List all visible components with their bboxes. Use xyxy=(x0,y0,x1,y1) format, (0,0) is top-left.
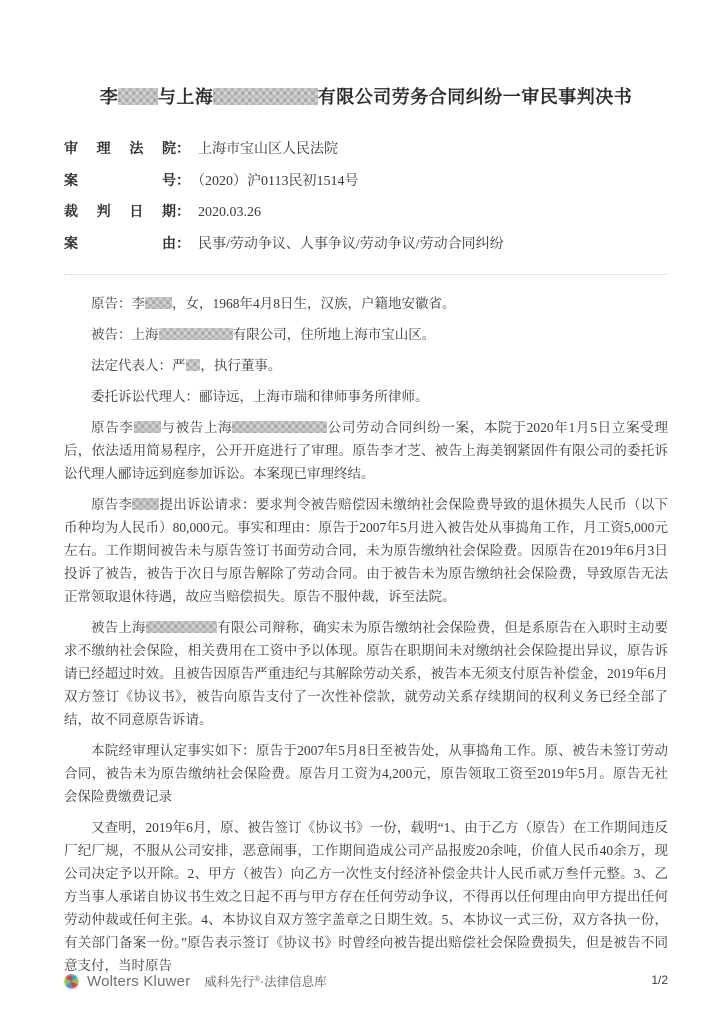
redaction-block xyxy=(232,421,327,433)
product-suffix-text: ·法律信息库 xyxy=(259,975,327,989)
meta-value: 2020.03.26 xyxy=(198,205,261,220)
body-paragraph: 又查明，2019年6月，原、被告签订《协议书》一份，载明“1、由于乙方（原告）在工作期间违反厂纪厂规，不服从公司安排，恶意闹事，工作期间造成公司产品报废20余吨，价值人民币40余万，现公司决定予以开除。2、甲方（被告）向乙方一次性支付经济补偿金共计人民币贰万叁仟元整。3、乙方当事人承诺自协议书生效之日起不再与甲方存在任何劳动争议，不得再以任何理由向甲方提出任何劳动仲裁或任何主张。4、本协议自双方签字盖章之日期生效。5、本协议一式三份，双方各执一份，有关部门备案一份。”原告表示签订《协议书》时曾经向被告提出赔偿社会保险费损失，但是被告不同意支付，当时原告 xyxy=(64,820,668,973)
meta-colon: ： xyxy=(176,142,190,157)
meta-row xyxy=(64,166,668,198)
meta-value: 民事/劳动争议、人事争议/劳动争议/劳动合同纠纷 xyxy=(198,236,504,252)
body-paragraph: 原告：李 ，女，1968年4月8日生，汉族，户籍地安徽省。 xyxy=(91,296,456,311)
wolters-kluwer-logo-icon xyxy=(64,974,79,989)
redaction-block xyxy=(159,328,233,340)
redaction-block xyxy=(134,421,161,433)
meta-colon: ： xyxy=(176,173,190,189)
meta-colon: ： xyxy=(176,236,190,252)
redaction-block xyxy=(146,621,218,633)
body-paragraph: 被告上海 有限公司辩称，确实未为原告缴纳社会保险费，但是系原告在入职时主动要求不缴纳社会保险，相关费用在工资中予以体现。原告在职期间未对缴纳社会保险提出异议，原告诉请已经超过时效。且被告因原告严重违纪与其解除劳动关系，被告本无须支付原告补偿金，2019年6月双方签订《协议书》，被告向原告支付了一次性补偿款，就劳动关系存续期间的权利义务已经全部了结，故不同意原告诉请。 xyxy=(64,620,669,727)
redaction-block xyxy=(145,297,172,309)
page-number: 1/2 xyxy=(651,973,668,987)
document-title: 李 与上海 有限公司劳务合同纠纷一审民事判决书 xyxy=(99,87,633,107)
meta-value: （2020）沪0113民初1514号 xyxy=(198,173,359,189)
section-divider xyxy=(64,274,668,275)
brand-name: Wolters Kluwer xyxy=(87,972,191,990)
meta-value: 上海市宝山区人民法院 xyxy=(198,142,338,157)
product-name-text: 威科先行 xyxy=(204,975,255,989)
body-paragraph: 原告李 提出诉讼请求：要求判令被告赔偿因未缴纳社会保险费导致的退休损失人民币（以下币种均为人民币）80,000元。事实和理由：原告于2007年5月进入被告处从事捣角工作，月工资5,000元左右。工作期间被告未与原告签订书面劳动合同，未为原告缴纳社会保险费。因原告在2019年6月3日投诉了被告，被告于次日与原告解除了劳动合同。由于被告未为原告缴纳社会保险费，导致原告无法正常领取退休待遇，故应当赔偿损失。原告不服仲裁，诉至法院。 xyxy=(64,497,668,604)
meta-label: 案由 xyxy=(64,236,176,252)
redaction-block xyxy=(213,88,317,105)
meta-colon: ： xyxy=(176,205,190,220)
meta-label: 审理法院 xyxy=(64,142,176,157)
product-name xyxy=(204,972,326,990)
meta-label: 案号 xyxy=(64,173,176,189)
body-paragraph: 委托诉讼代理人：郦诗远，上海市瑞和律师事务所律师。 xyxy=(91,389,429,404)
body-paragraph: 原告李 与被告上海 公司劳动合同纠纷一案，本院于2020年1月5日立案受理后，依法适用简易程序，公开开庭进行了审理。原告李才芝、被告上海美钢紧固件有限公司的委托诉讼代理人郦诗远到庭参加诉讼。本案现已审理终结。 xyxy=(64,420,669,481)
document-body xyxy=(64,292,668,977)
trademark-symbol: ® xyxy=(254,973,260,983)
redaction-block xyxy=(132,498,159,510)
redaction-block xyxy=(186,359,201,371)
meta-row xyxy=(64,229,668,261)
meta-row xyxy=(64,134,668,166)
body-paragraph: 法定代表人：严 ，执行董事。 xyxy=(91,358,282,373)
case-meta-block xyxy=(64,134,668,260)
document-page xyxy=(64,0,668,1024)
body-paragraph: 本院经审理认定事实如下：原告于2007年5月8日至被告处，从事捣角工作。原、被告未签订劳动合同，被告未为原告缴纳社会保险费。原告月工资为4,200元，原告领取工资至2019年5月。原告无社会保险费缴费记录 xyxy=(64,743,668,804)
meta-row xyxy=(64,197,668,229)
page-footer xyxy=(64,972,668,990)
meta-label: 裁判日期 xyxy=(64,205,176,220)
redaction-block xyxy=(118,88,158,105)
body-paragraph: 被告：上海 有限公司，住所地上海市宝山区。 xyxy=(91,327,436,342)
